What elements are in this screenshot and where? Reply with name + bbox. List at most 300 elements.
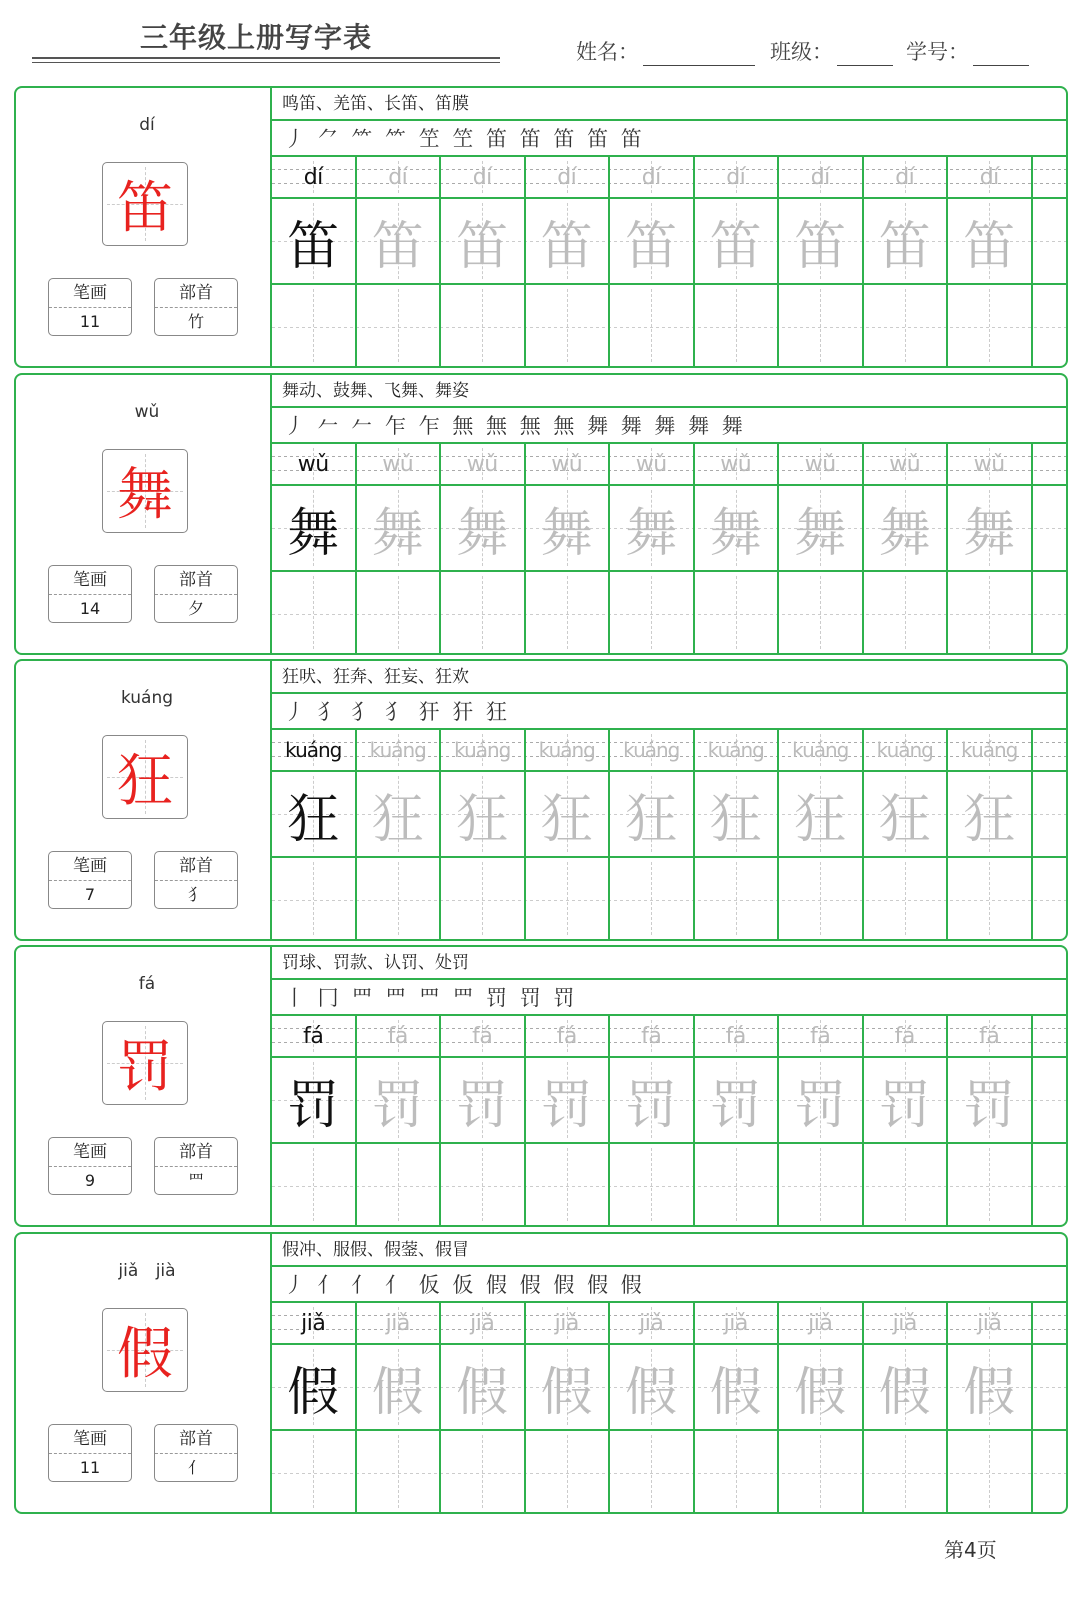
char-row (272, 486, 1066, 572)
grid-cell (864, 1303, 949, 1343)
grid-cell (357, 486, 442, 570)
grid-cell (610, 486, 695, 570)
writing-cell[interactable] (948, 1144, 1033, 1225)
grid-center-line (313, 862, 314, 935)
trace-char: 假 (794, 1362, 847, 1423)
writing-cell[interactable] (864, 1431, 949, 1512)
class-blank[interactable] (837, 43, 893, 66)
writing-cell[interactable] (272, 285, 357, 366)
char-display-box (102, 162, 188, 246)
trace-pinyin: dí (641, 164, 661, 190)
trace-char: 狂 (878, 789, 931, 850)
grid-center-line (989, 289, 990, 362)
example-words: 鸣笛、羌笛、长笛、笛膜 (272, 88, 1066, 121)
stroke-count-box (48, 851, 132, 909)
trace-char: 舞 (794, 503, 847, 564)
practice-char: 假 (287, 1362, 340, 1423)
grid-cell (441, 444, 526, 484)
writing-cell[interactable] (441, 572, 526, 653)
writing-cell[interactable] (779, 572, 864, 653)
stroke-count-label: 笔画 (49, 1138, 131, 1167)
trace-char: 狂 (709, 789, 762, 850)
trace-pinyin: fá (810, 1023, 831, 1049)
grid-cell (864, 772, 949, 856)
practice-grid (272, 1303, 1066, 1512)
radical-value: 亻 (187, 1458, 204, 1477)
char-info-panel (16, 88, 278, 366)
grid-cell (779, 486, 864, 570)
grid-cell (441, 730, 526, 770)
char-row (272, 1058, 1066, 1144)
student-no-label: 学号： (906, 40, 969, 64)
grid-cell (948, 444, 1033, 484)
trace-char: 狂 (540, 789, 593, 850)
trace-pinyin: jiǎ (470, 1310, 495, 1336)
student-no-field (906, 36, 1029, 66)
writing-cell[interactable] (779, 1431, 864, 1512)
grid-cell (357, 444, 442, 484)
trace-char: 罚 (709, 1075, 762, 1136)
grid-center-line (736, 576, 737, 649)
trace-pinyin: wǔ (720, 451, 752, 477)
char-display-box (102, 1308, 188, 1392)
grid-cell (272, 730, 357, 770)
stroke-count-box (48, 278, 132, 336)
grid-cell (864, 199, 949, 283)
practice-pinyin: wǔ (297, 451, 329, 477)
practice-char: 狂 (287, 789, 340, 850)
character-card (14, 659, 1068, 941)
writing-cell[interactable] (610, 858, 695, 939)
grid-cell (272, 199, 357, 283)
writing-cell[interactable] (272, 858, 357, 939)
grid-center-line (482, 576, 483, 649)
trace-pinyin: dí (810, 164, 830, 190)
writing-cell[interactable] (526, 1144, 611, 1225)
practice-pinyin: fá (303, 1023, 324, 1049)
grid-center-line (567, 1148, 568, 1221)
radical-value: 竹 (187, 312, 204, 331)
writing-cell[interactable] (441, 1144, 526, 1225)
radical-label: 部首 (155, 852, 237, 881)
stroke-count-value: 11 (79, 312, 101, 331)
trace-pinyin: dí (979, 164, 999, 190)
character-card (14, 373, 1068, 655)
grid-cell (526, 1058, 611, 1142)
grid-center-line (820, 576, 821, 649)
writing-cell[interactable] (610, 285, 695, 366)
char-info-panel (16, 375, 278, 653)
writing-cell[interactable] (357, 1431, 442, 1512)
writing-cell[interactable] (695, 572, 780, 653)
character-card (14, 945, 1068, 1227)
char-row (272, 772, 1066, 858)
grid-center-line (482, 862, 483, 935)
writing-cell[interactable] (779, 285, 864, 366)
stroke-count-label: 笔画 (49, 279, 131, 308)
writing-cell[interactable] (272, 572, 357, 653)
trace-pinyin: jiǎ (977, 1310, 1002, 1336)
grid-cell (272, 157, 357, 197)
grid-center-line (989, 1148, 990, 1221)
practice-panel (270, 947, 1066, 1225)
trace-char: 罚 (456, 1075, 509, 1136)
grid-cell (610, 199, 695, 283)
grid-cell (948, 486, 1033, 570)
grid-cell (779, 444, 864, 484)
grid-cell (357, 1345, 442, 1429)
grid-cell (695, 730, 780, 770)
class-label: 班级： (770, 40, 833, 64)
trace-pinyin: kuáng (369, 738, 426, 762)
trace-pinyin: fá (979, 1023, 1000, 1049)
writing-cell[interactable] (357, 572, 442, 653)
practice-char: 舞 (287, 503, 340, 564)
trace-char: 笛 (878, 216, 931, 277)
stroke-order: 丿 𠂉 𠂉 乍 乍 無 無 無 無 舞 舞 舞 舞 舞 (272, 408, 1066, 444)
grid-cell (695, 772, 780, 856)
trace-pinyin: wǔ (466, 451, 498, 477)
title-underline (32, 57, 500, 59)
grid-center-line (905, 576, 906, 649)
stroke-count-value: 7 (84, 885, 96, 904)
grid-cell (526, 199, 611, 283)
writing-cell[interactable] (357, 1144, 442, 1225)
writing-cell[interactable] (779, 1144, 864, 1225)
radical-box (154, 278, 238, 336)
main-char: 狂 (117, 749, 173, 814)
page-number: 第4页 (944, 1538, 997, 1562)
grid-cell (695, 1303, 780, 1343)
grid-cell (695, 486, 780, 570)
trace-char: 狂 (371, 789, 424, 850)
example-words: 狂吠、狂奔、狂妄、狂欢 (272, 661, 1066, 694)
stroke-order: 丨 冂 罒 罒 罒 罒 罚 罚 罚 (272, 980, 1066, 1016)
grid-cell (441, 157, 526, 197)
grid-cell (610, 730, 695, 770)
student-no-blank[interactable] (973, 43, 1029, 66)
writing-cell[interactable] (272, 1144, 357, 1225)
char-info-panel (16, 947, 278, 1225)
trace-pinyin: wǔ (635, 451, 667, 477)
radical-value: 犭 (187, 885, 204, 904)
grid-cell (948, 1303, 1033, 1343)
grid-cell (441, 1058, 526, 1142)
grid-center-line (313, 289, 314, 362)
grid-cell (357, 772, 442, 856)
grid-cell (272, 1016, 357, 1056)
practice-grid (272, 444, 1066, 653)
grid-cell (526, 772, 611, 856)
writing-cell[interactable] (526, 285, 611, 366)
trace-char: 狂 (625, 789, 678, 850)
trace-pinyin: fá (472, 1023, 493, 1049)
writing-cell[interactable] (779, 858, 864, 939)
grid-center-line (820, 862, 821, 935)
grid-cell (441, 772, 526, 856)
example-words: 舞动、鼓舞、飞舞、舞姿 (272, 375, 1066, 408)
pinyin-row (272, 730, 1066, 772)
practice-char: 罚 (287, 1075, 340, 1136)
writing-cell[interactable] (610, 1431, 695, 1512)
writing-cell[interactable] (610, 572, 695, 653)
grid-cell (526, 1345, 611, 1429)
trace-pinyin: fá (725, 1023, 746, 1049)
grid-cell (864, 157, 949, 197)
trace-char: 罚 (371, 1075, 424, 1136)
grid-center-line (651, 862, 652, 935)
grid-cell (948, 1016, 1033, 1056)
writing-cell[interactable] (526, 572, 611, 653)
writing-cell[interactable] (864, 285, 949, 366)
grid-cell (357, 1058, 442, 1142)
practice-panel (270, 88, 1066, 366)
grid-center-line (398, 1148, 399, 1221)
grid-center-line (820, 1148, 821, 1221)
grid-center-line (313, 576, 314, 649)
writing-cell[interactable] (610, 1144, 695, 1225)
grid-center-line (736, 1435, 737, 1508)
trace-char: 舞 (625, 503, 678, 564)
grid-cell (695, 1058, 780, 1142)
trace-pinyin: jiǎ (639, 1310, 664, 1336)
trace-pinyin: fá (387, 1023, 408, 1049)
grid-cell (779, 157, 864, 197)
blank-row (272, 858, 1066, 939)
stroke-count-label: 笔画 (49, 852, 131, 881)
writing-cell[interactable] (948, 285, 1033, 366)
blank-row (272, 572, 1066, 653)
writing-cell[interactable] (441, 285, 526, 366)
main-char: 假 (117, 1322, 173, 1387)
grid-cell (610, 1016, 695, 1056)
grid-center-line (736, 289, 737, 362)
char-row (272, 199, 1066, 285)
writing-cell[interactable] (695, 1144, 780, 1225)
grid-cell (357, 730, 442, 770)
stroke-count-box (48, 1424, 132, 1482)
radical-box (154, 1137, 238, 1195)
grid-cell (948, 157, 1033, 197)
trace-char: 笛 (794, 216, 847, 277)
worksheet-header (0, 0, 1080, 80)
trace-char: 假 (963, 1362, 1016, 1423)
trace-char: 笛 (709, 216, 762, 277)
grid-center-line (820, 289, 821, 362)
grid-cell (695, 1345, 780, 1429)
trace-char: 舞 (456, 503, 509, 564)
stroke-count-box (48, 565, 132, 623)
char-pinyin: dí (139, 115, 155, 135)
trace-char: 假 (371, 1362, 424, 1423)
writing-cell[interactable] (441, 858, 526, 939)
name-field (576, 36, 755, 66)
main-char: 笛 (117, 176, 173, 241)
trace-char: 罚 (963, 1075, 1016, 1136)
grid-cell (779, 1303, 864, 1343)
char-pinyin: jiǎ jià (118, 1261, 176, 1281)
page-title: 三年级上册写字表 (140, 21, 373, 54)
grid-center-line (398, 289, 399, 362)
writing-cell[interactable] (357, 858, 442, 939)
writing-cell[interactable] (441, 1431, 526, 1512)
char-display-box (102, 449, 188, 533)
grid-center-line (820, 1435, 821, 1508)
character-card (14, 86, 1068, 368)
grid-cell (526, 444, 611, 484)
trace-pinyin: jiǎ (385, 1310, 410, 1336)
trace-pinyin: fá (556, 1023, 577, 1049)
writing-cell[interactable] (864, 1144, 949, 1225)
stroke-count-value: 9 (84, 1171, 96, 1190)
trace-pinyin: wǔ (551, 451, 583, 477)
trace-pinyin: kuáng (876, 738, 933, 762)
grid-center-line (736, 862, 737, 935)
trace-char: 舞 (963, 503, 1016, 564)
grid-center-line (989, 576, 990, 649)
char-pinyin: wǔ (134, 402, 160, 422)
grid-cell (948, 1345, 1033, 1429)
blank-row (272, 1144, 1066, 1225)
trace-pinyin: kuáng (623, 738, 680, 762)
trace-char: 罚 (540, 1075, 593, 1136)
grid-cell (864, 730, 949, 770)
char-display-box (102, 1021, 188, 1105)
grid-cell (864, 1016, 949, 1056)
practice-panel (270, 661, 1066, 939)
trace-pinyin: dí (472, 164, 492, 190)
radical-box (154, 565, 238, 623)
radical-label: 部首 (155, 1138, 237, 1167)
grid-cell (695, 157, 780, 197)
grid-cell (441, 1345, 526, 1429)
radical-label: 部首 (155, 566, 237, 595)
writing-cell[interactable] (272, 1431, 357, 1512)
grid-cell (610, 1303, 695, 1343)
grid-cell (779, 199, 864, 283)
writing-cell[interactable] (695, 858, 780, 939)
grid-cell (610, 1058, 695, 1142)
practice-grid (272, 1016, 1066, 1225)
trace-char: 罚 (625, 1075, 678, 1136)
trace-pinyin: jiǎ (723, 1310, 748, 1336)
writing-cell[interactable] (357, 285, 442, 366)
practice-char: 笛 (287, 216, 340, 277)
grid-center-line (651, 576, 652, 649)
pinyin-row (272, 444, 1066, 486)
trace-pinyin: dí (726, 164, 746, 190)
grid-center-line (398, 862, 399, 935)
grid-cell (779, 772, 864, 856)
writing-cell[interactable] (526, 858, 611, 939)
grid-center-line (905, 862, 906, 935)
name-label: 姓名： (576, 40, 639, 64)
grid-center-line (736, 1148, 737, 1221)
trace-char: 假 (456, 1362, 509, 1423)
grid-cell (272, 1303, 357, 1343)
trace-pinyin: dí (557, 164, 577, 190)
name-blank[interactable] (643, 43, 755, 66)
grid-cell (357, 199, 442, 283)
radical-box (154, 851, 238, 909)
grid-center-line (482, 1148, 483, 1221)
grid-center-line (905, 1148, 906, 1221)
char-pinyin: fá (138, 974, 156, 994)
class-field (770, 36, 893, 66)
grid-center-line (651, 1435, 652, 1508)
example-words: 罚球、罚款、认罚、处罚 (272, 947, 1066, 980)
pinyin-row (272, 1303, 1066, 1345)
writing-cell[interactable] (948, 1431, 1033, 1512)
writing-cell[interactable] (864, 858, 949, 939)
trace-pinyin: dí (895, 164, 915, 190)
stroke-count-value: 11 (79, 1458, 101, 1477)
trace-char: 笛 (540, 216, 593, 277)
grid-cell (948, 1058, 1033, 1142)
grid-center-line (567, 1435, 568, 1508)
grid-cell (610, 444, 695, 484)
trace-char: 狂 (794, 789, 847, 850)
trace-pinyin: kuáng (454, 738, 511, 762)
trace-pinyin: jiǎ (554, 1310, 579, 1336)
grid-cell (441, 486, 526, 570)
trace-pinyin: fá (894, 1023, 915, 1049)
trace-pinyin: kuáng (707, 738, 764, 762)
grid-cell (272, 444, 357, 484)
grid-cell (948, 199, 1033, 283)
grid-center-line (651, 1148, 652, 1221)
grid-cell (610, 1345, 695, 1429)
stroke-count-label: 笔画 (49, 566, 131, 595)
grid-cell (272, 772, 357, 856)
practice-grid (272, 730, 1066, 939)
grid-cell (357, 1016, 442, 1056)
stroke-order: 丿 ⺈ ⺮ ⺮ 笁 笁 笛 笛 笛 笛 笛 (272, 121, 1066, 157)
pinyin-row (272, 1016, 1066, 1058)
char-pinyin: kuáng (120, 688, 174, 708)
grid-cell (526, 1016, 611, 1056)
grid-cell (779, 730, 864, 770)
trace-char: 笛 (456, 216, 509, 277)
writing-cell[interactable] (864, 572, 949, 653)
char-row (272, 1345, 1066, 1431)
grid-cell (272, 1345, 357, 1429)
writing-cell[interactable] (948, 858, 1033, 939)
stroke-count-label: 笔画 (49, 1425, 131, 1454)
grid-cell (779, 1345, 864, 1429)
grid-center-line (482, 1435, 483, 1508)
grid-cell (779, 1016, 864, 1056)
grid-cell (526, 730, 611, 770)
writing-cell[interactable] (948, 572, 1033, 653)
trace-pinyin: fá (641, 1023, 662, 1049)
grid-cell (695, 199, 780, 283)
writing-cell[interactable] (526, 1431, 611, 1512)
main-char: 舞 (117, 463, 173, 528)
grid-cell (864, 444, 949, 484)
trace-char: 狂 (456, 789, 509, 850)
radical-box (154, 1424, 238, 1482)
writing-cell[interactable] (695, 1431, 780, 1512)
grid-center-line (905, 1435, 906, 1508)
writing-cell[interactable] (695, 285, 780, 366)
trace-char: 假 (540, 1362, 593, 1423)
radical-value: 罒 (187, 1171, 204, 1190)
main-char: 罚 (117, 1035, 173, 1100)
radical-label: 部首 (155, 279, 237, 308)
stroke-count-box (48, 1137, 132, 1195)
grid-center-line (313, 1148, 314, 1221)
